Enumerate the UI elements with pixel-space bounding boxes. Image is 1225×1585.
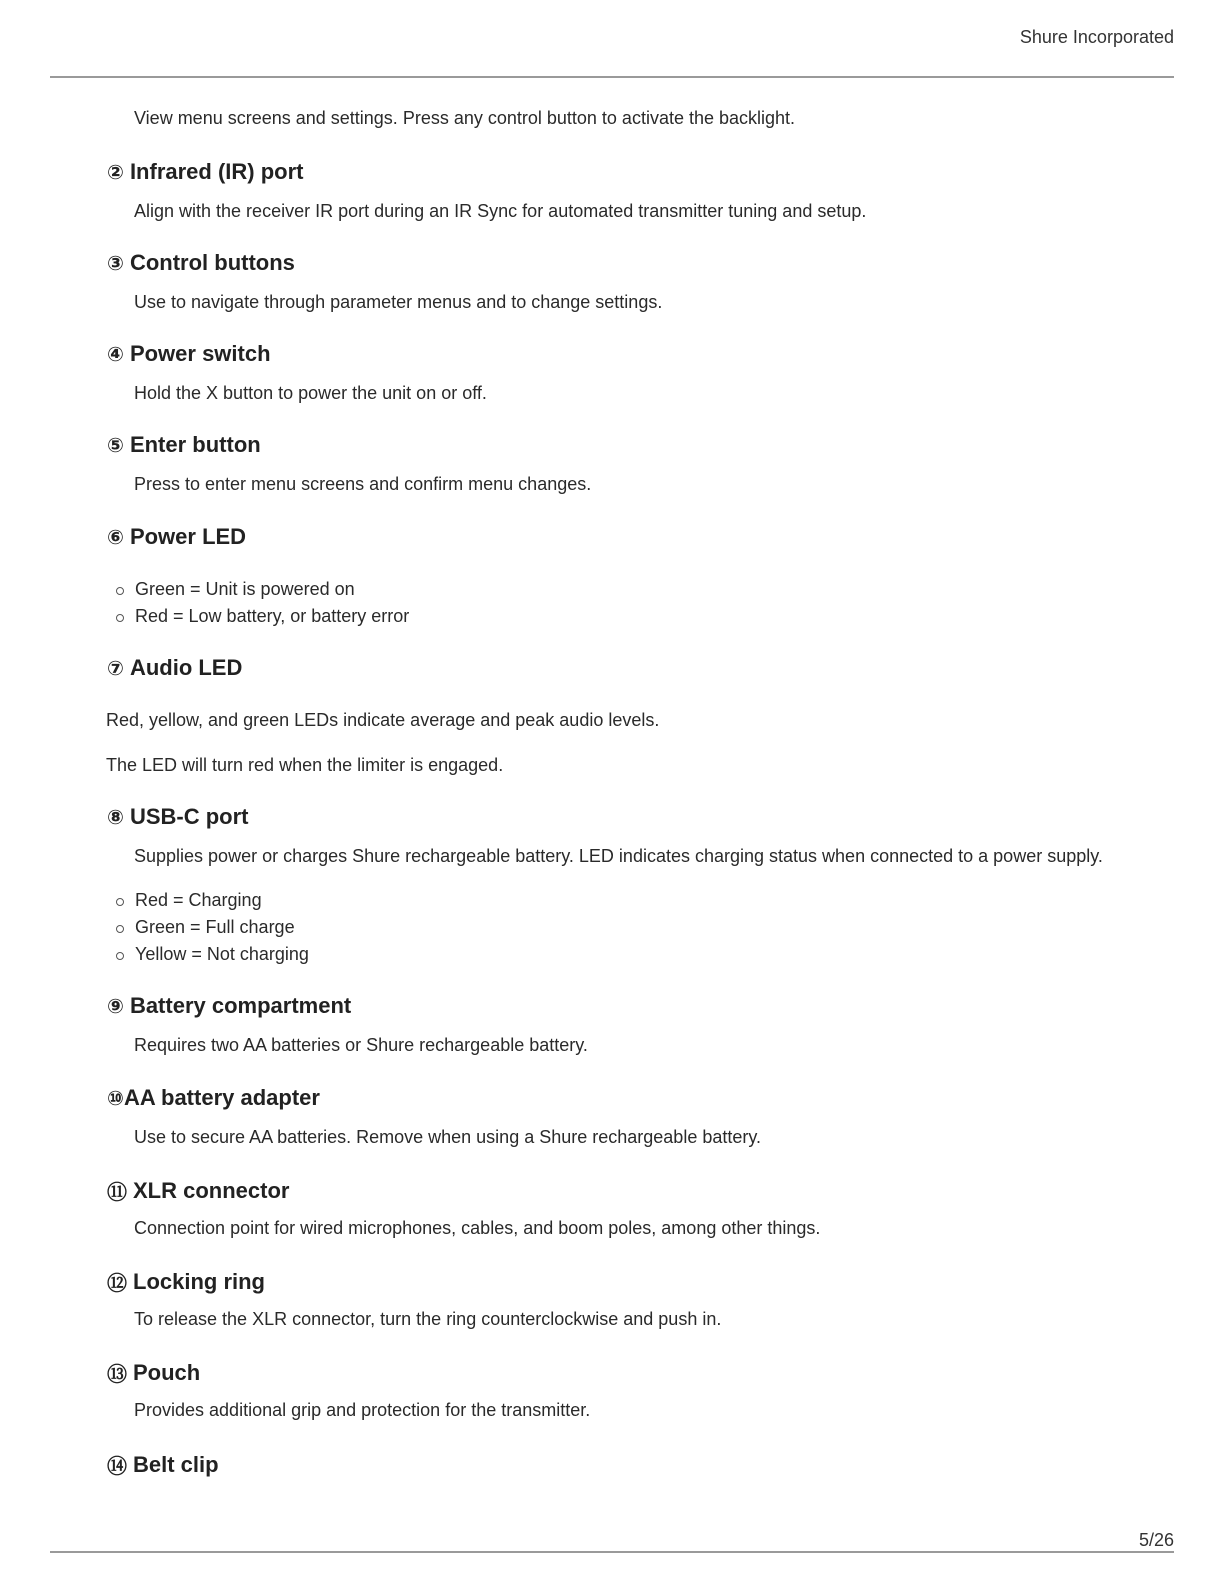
section-title: Belt clip [133,1451,219,1477]
list-item [116,890,262,911]
section-number: ⑤ [107,434,124,457]
section-desc: Use to secure AA batteries. Remove when using a Shure rechargeable battery. [134,1127,762,1147]
section-number: ⑫ [107,1273,127,1295]
section-title: USB-C port [129,804,249,829]
list-item-text: Red = Charging [135,890,262,910]
bullet-circle-icon [116,898,124,906]
list-item [116,917,295,938]
list-item-text: Red = Low battery, or battery error [135,606,410,626]
section-number: ⑦ [107,657,124,680]
section-desc: Press to enter menu screens and confirm menu changes. [134,474,592,494]
list-item [116,606,409,627]
section-number: ⑨ [107,995,124,1018]
section-number: ② [107,161,124,184]
section-heading-ir-port [107,159,304,185]
section-title: Power LED [129,524,247,549]
section-heading-pouch [107,1358,200,1387]
section-paragraph: The LED will turn red when the limiter is engaged. [106,755,504,775]
section-heading-control-buttons [107,250,295,276]
section-heading-power-switch [107,341,271,367]
list-item [116,579,355,600]
intro-text: View menu screens and settings. Press any control button to activate the backlight. [134,108,796,128]
section-desc: Requires two AA batteries or Shure rechargeable battery. [134,1035,588,1055]
section-heading-xlr-connector [107,1176,289,1205]
section-desc: Provides additional grip and protection for the transmitter. [134,1400,591,1420]
section-paragraph: Red, yellow, and green LEDs indicate average and peak audio levels. [106,710,660,730]
list-item-text: Green = Full charge [135,917,295,937]
section-title: Control buttons [129,250,295,275]
section-title: Locking ring [133,1268,265,1294]
section-number: ⑬ [107,1364,127,1386]
section-title: XLR connector [133,1177,290,1203]
list-item-text: Green = Unit is powered on [135,579,355,599]
section-heading-battery-compartment [107,993,351,1019]
section-title: Infrared (IR) port [129,159,304,184]
section-heading-enter-button [107,432,261,458]
section-heading-usb-c-port [107,804,248,830]
section-title: Battery compartment [129,993,352,1018]
page-number: 5/26 [1138,1530,1174,1550]
section-title: Pouch [133,1359,201,1385]
section-heading-belt-clip [107,1450,219,1479]
bullet-circle-icon [116,925,124,933]
section-number: ④ [107,343,124,366]
section-desc: Align with the receiver IR port during an IR Sync for automated transmitter tuning and setup. [134,201,867,221]
section-number: ⑩ [107,1087,124,1110]
section-desc: Use to navigate through parameter menus and to change settings. [134,292,663,312]
section-desc: Connection point for wired microphones, cables, and boom poles, among other things. [134,1218,821,1238]
section-heading-power-led [107,524,246,550]
bullet-circle-icon [116,614,124,622]
section-title: Audio LED [129,655,243,680]
section-desc: To release the XLR connector, turn the ring counterclockwise and push in. [134,1309,722,1329]
section-desc: Supplies power or charges Shure rechargeable battery. LED indicates charging status when connected to a power supply. [134,846,1103,866]
list-item [116,944,309,965]
bullet-circle-icon [116,587,124,595]
section-title: Enter button [129,432,261,457]
section-number: ⑧ [107,806,124,829]
section-title: Power switch [129,341,271,366]
section-title: AA battery adapter [123,1085,320,1110]
section-heading-audio-led [107,655,242,681]
header-divider [50,76,1174,78]
header-company-name: Shure Incorporated [1019,27,1174,47]
footer-divider [50,1551,1174,1553]
section-number: ③ [107,252,124,275]
bullet-circle-icon [116,952,124,960]
section-number: ⑭ [107,1456,127,1478]
section-desc: Hold the X button to power the unit on or off. [134,383,487,403]
section-heading-aa-battery-adapter [107,1085,320,1111]
section-heading-locking-ring [107,1267,265,1296]
list-item-text: Yellow = Not charging [135,944,309,964]
section-number: ⑥ [107,526,124,549]
section-number: ⑪ [107,1182,127,1204]
